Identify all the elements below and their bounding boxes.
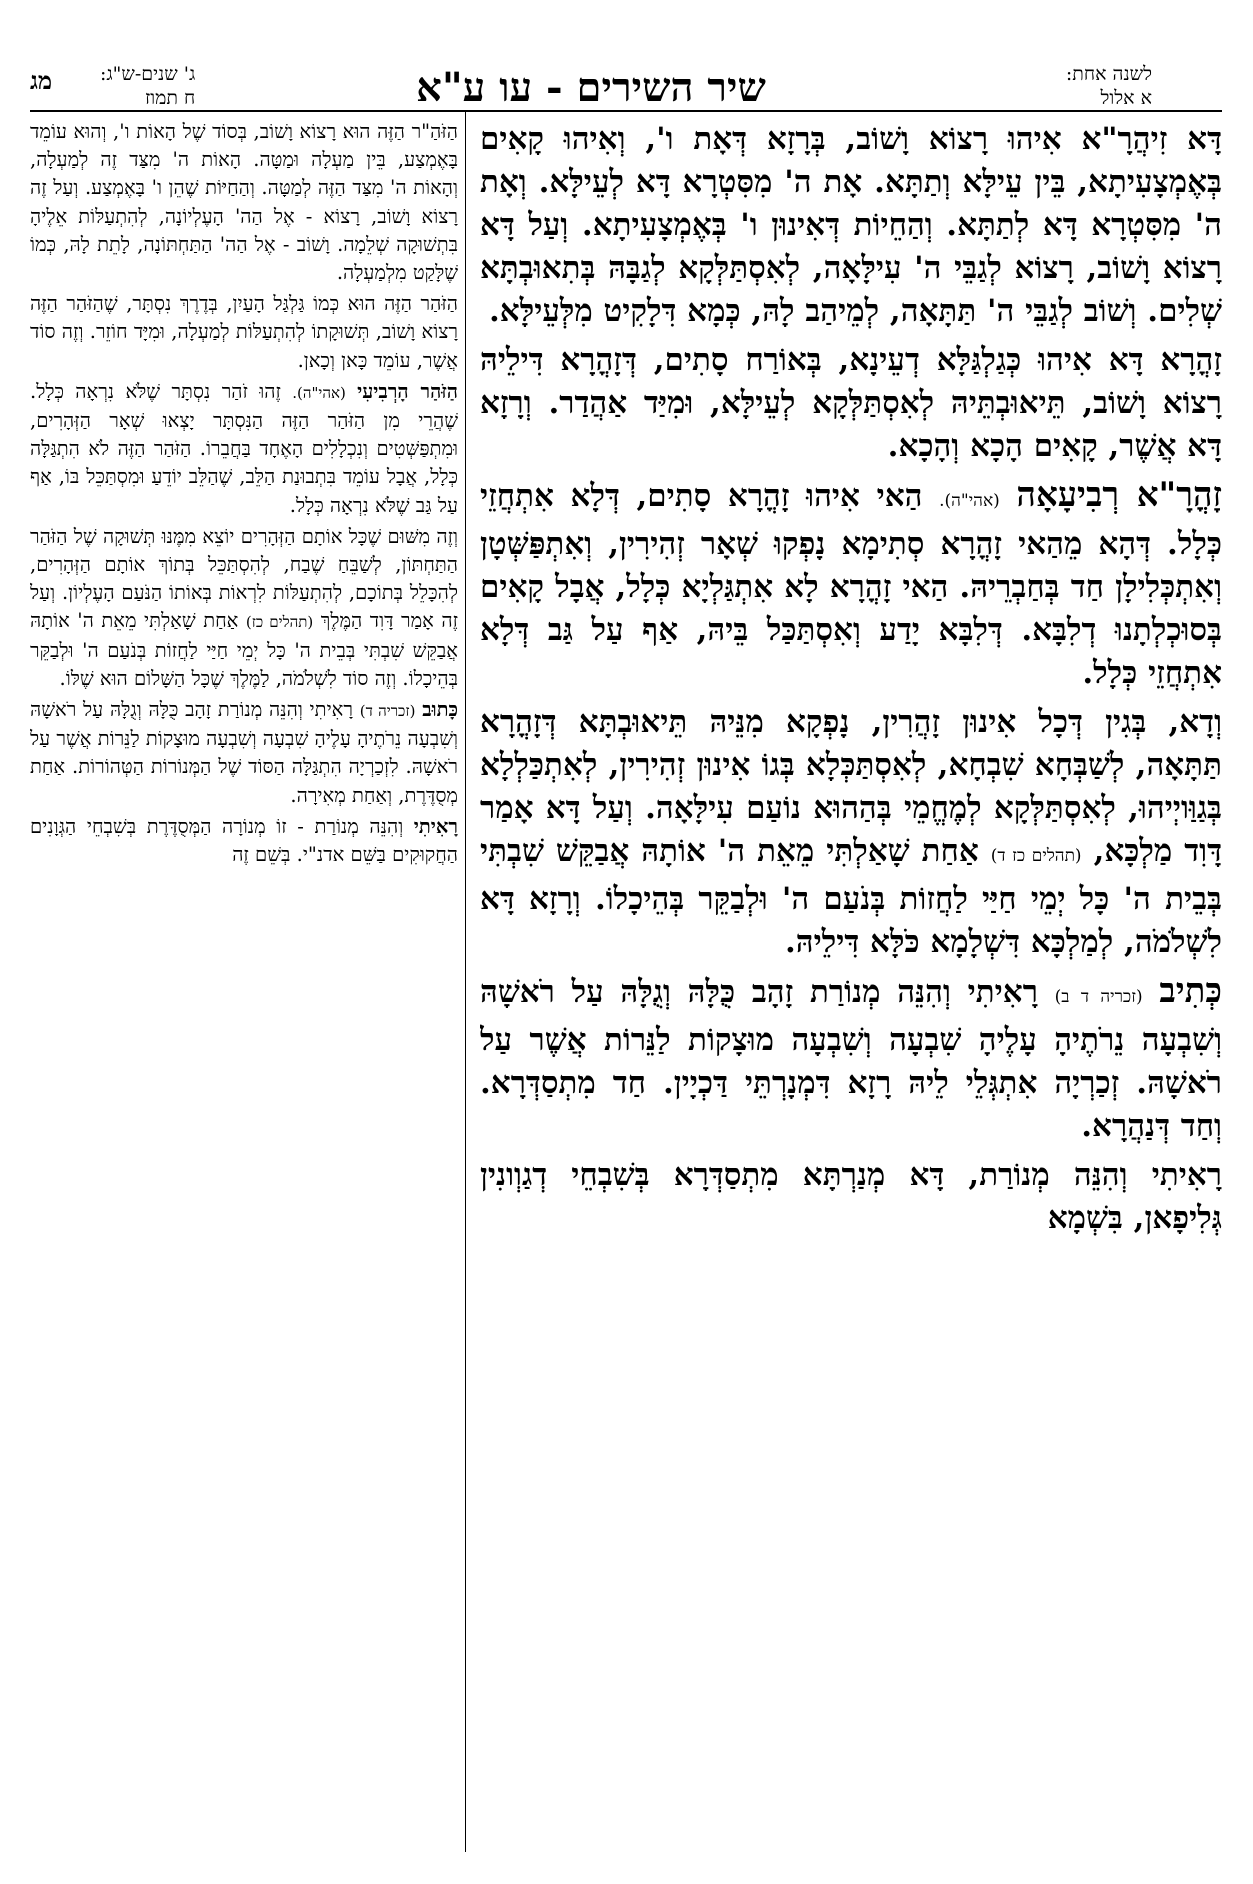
side-paragraph-6-lead: רָאִיתִי (413, 814, 458, 838)
column-separator (465, 112, 466, 1852)
main-paragraph-4-ref: (תהלים כז ד) (990, 846, 1082, 866)
side-paragraph-3-lead: הַזֹּהַר הָרְבִיעִי (357, 379, 458, 403)
main-paragraph-4-quote: אַחַת שָׁאַלְתִּי מֵאֵת ה' אוֹתָהּ אֲבַקֵּשׁ שִׁבְתִּי בְּבֵית ה' כָּל יְמֵי חַיַּי לַחֲזוֹת בְּנֹעַם ה' וּלְבַקֵּר בְּהֵיכָלוֹ. וְרָזָא דָּא לִשְׁלֹמֹה, לְמַלְכָּא דִּשְׁלָמָא כֹּלָּא דִּילֵיהּ. (480, 833, 1222, 960)
header-date-three-years: ח תמוז (145, 87, 196, 109)
main-paragraph-4-text: וְדָא, בְּגִין דְּכָל אִינוּן זָהֲרִין, נָפְקָא מִנֵּיהּ תֵּיאוּבְתָּא דְּזָהֳרָא תַּתָּאָה, לְשַׁבְּחָא שִׁבְחָא, לְאִסְתַּכְּלָא בְּגוֹ אִינוּן זְהִירִין, לְאִתְכַּלְלָא בְּגַוַּויְיהוּ, לְאִסְתַּלְּקָא לְמֶחֱמֵי בְּהַהוּא נוֹעַם עִילָּאָה. וְעַל דָּא אָמַר דָּוִד מַלְכָּא, (480, 704, 1222, 869)
main-paragraph-3 (480, 474, 1222, 695)
header-left-label (100, 62, 195, 110)
side-paragraph-4 (30, 523, 458, 693)
side-paragraph-5 (30, 696, 458, 810)
side-paragraph-4-quote: אַחַת שָׁאַלְתִּי מֵאֵת ה' אוֹתָהּ אֲבַקֵּשׁ שִׁבְתִּי בְּבֵית ה' כָּל יְמֵי חַיַּי לַחֲזוֹת בְּנֹעַם ה' וּלְבַקֵּר בְּהֵיכָלוֹ. וְזֶה סוֹד לִשְׁלֹמֹה, לַמֶּלֶךְ שֶׁכָּל הַשָּׁלוֹם הוּא שֶׁלּוֹ. (30, 609, 458, 690)
side-paragraph-4-text: וְזֶה מִשּׁוּם שֶׁכָּל אוֹתָם הַזְּהָרִים יוֹצֵא מִמֶּנּוּ תְּשׁוּקָה שֶׁל הַזֹּהַר הַתַּחְתּוֹן, לְשַׁבֵּחַ שֶׁבַח, לְהִסְתַּכֵּל בְּתוֹךְ אוֹתָם הַזְּהָרִים, לְהִכָּלֵל בְּתוֹכָם, לְהִתְעַלּוֹת לִרְאוֹת בְּאוֹתוֹ הַנֹּעַם הָעֶלְיוֹן. וְעַל זֶה אָמַר דָּוִד הַמֶּלֶךְ (30, 524, 458, 633)
side-paragraph-3-ref: (אהי"ה). (292, 383, 346, 402)
main-paragraph-5-text: רָאִיתִי וְהִנֵּה מְנוֹרַת זָהָב כֻּלָּהּ וְגֻלָּהּ עַל רֹאשָׁהּ וְשִׁבְעָה נֵרֹתֶיהָ עָלֶיהָ שִׁבְעָה וְשִׁבְעָה מוּצָקוֹת לַנֵּרוֹת אֲשֶׁר עַל רֹאשָׁהּ. זְכַרְיָה אִתְגְּלֵי לֵיהּ רָזָא דִּמְנָרְתֵּי דַּכְיָין. חַד מִתְסַדְּרָא. וְחַד דְּנַהֲרָא. (480, 974, 1222, 1144)
main-paragraph-3-text: הַאי אִיהוּ זָהֳרָא סָתִים, דְּלָא אִתְחֲזֵי כְּלָל. דְּהָא מֵהַאי זָהֳרָא סְתִימָא נָפְקוּ שְׁאָר זְהִירִין, וְאִתְפַּשְּׁטָן וְאִתְכְּלִילָן חַד בְּחַבְרֵיהּ. הַאי זָהֳרָא לָא אִתְגַּלְיָא כְּלָל, אֲבָל קָאִים בְּסוּכְלְתָנוּ דְלִבָּא. דְּלִבָּא יָדַע וְאִסְתַּכַּל בֵּיהּ, אַף עַל גַּב דְּלָא אִתְחֲזֵי כְּלָל. (480, 478, 1222, 691)
side-paragraph-5-lead: כָּתוּב (422, 698, 458, 722)
main-paragraph-3-ref: (אהי"ה). (939, 491, 1000, 511)
side-paragraph-6 (30, 813, 458, 869)
header-schedule-one-year: לשנה אחת: (1065, 63, 1152, 85)
side-paragraph-6-text: וְהִנֵּה מְנוֹרַת - זוֹ מְנוֹרָה הַמְּסֻדֶּרֶת בְּשִׁבְחֵי הַגְּוָנִים הַחֲקוּקִים בַּשֵּׁם אדנ"י. בְּשֵׁם זֶה (30, 814, 458, 867)
main-paragraph-1: דָּא זִיהֲרָ"א אִיהוּ רָצוֹא וָשׁוֹב, בְּרָזָא דְּאָת ו', וְאִיהוּ קָאִים בְּאֶמְצָעִיתָא, בֵּין עֵילָּא וְתַתָּא. אָת ה' מִסִּטְרָא דָּא לְעֵילָּא. וְאָת ה' מִסִּטְרָא דָּא לְתַתָּא. וְהַחֵיוֹת דְּאִינוּן ו' בְּאֶמְצָעִיתָא. וְעַל דָּא רָצוֹא וָשׁוֹב, רָצוֹא לְגַבֵּי ה' עִילָּאָה, לְאִסְתַּלְּקָא לְגַבָּהּ בְּתִאוּבְתָּא שְׁלִים. וְשׁוֹב לְגַבֵּי ה' תַּתָּאָה, לְמֵיהַב לָהּ, כְּמָא דִּלָקִיט מִלְּעֵילָּא. (480, 121, 1222, 329)
side-paragraph-5-text: רָאִיתִי וְהִנֵּה מְנוֹרַת זָהָב כֻּלָּהּ וְגֻלָּהּ עַל רֹאשָׁהּ וְשִׁבְעָה נֵרֹתֶיהָ עָלֶיהָ שִׁבְעָה וְשִׁבְעָה מוּצָקוֹת לַנֵּרוֹת אֲשֶׁר עַל רֹאשָׁהּ. לִזְכַרְיָה הִתְגַּלָּה הַסּוֹד שֶׁל הַמְּנוֹרוֹת הַטְּהוֹרוֹת. אַחַת מְסֻדֶּרֶת, וְאַחַת מְאִירָה. (30, 698, 458, 807)
page-title: שיר השירים - עו ע"א (416, 64, 766, 111)
header-schedule-three-years: ג' שנים-ש"ג: (100, 63, 196, 85)
header-date-one-year: א אלול (1100, 87, 1152, 109)
side-paragraph-2: הַזֹּהַר הַזֶּה הוּא כְּמוֹ גַּלְגַּל הָעַיִן, בְּדֶרֶךְ נִסְתָּר, שֶׁהַזֹּהַר הַזֶּה רָצוֹא וָשׁוֹב, תְּשׁוּקָתוֹ לְהִתְעַלּוֹת לְמַעְלָה, וּמִיָּד חוֹזֵר. וְזֶה סוֹד אֲשֶׁר, עוֹמֵד כָּאן וְכָאן. (30, 292, 458, 372)
side-paragraph-3 (30, 378, 458, 520)
side-column-hebrew (30, 118, 458, 1868)
side-paragraph-3-text: זֶהוּ זֹהַר נִסְתָּר שֶׁלֹּא נִרְאָה כְּלָל. שֶׁהֲרֵי מִן הַזֹּהַר הַזֶּה הַנִּסְתָּר יָצְאוּ שְׁאָר הַזְּהָרִים, וּמִתְפַּשְּׁטִים וְנִכְלָלִים הָאֶחָד בַּחֲבֵרוֹ. הַזֹּהַר הַזֶּה לֹא הִתְגַּלָּה כְּלָל, אֲבָל עוֹמֵד בִּתְבוּנַת הַלֵּב, שֶׁהַלֵּב יוֹדֵעַ וּמִסְתַּכֵּל בּוֹ, אַף עַל גַּב שֶׁלֹּא נִרְאָה כְּלָל. (30, 379, 458, 517)
main-paragraph-5-lead: כְּתִיב (1159, 971, 1222, 1011)
main-paragraph-4 (480, 701, 1222, 964)
main-paragraph-2: זָהֳרָא דָּא אִיהוּ כְּגַלְגַּלָּא דְעֵינָא, בְּאוֹרַח סָתִים, דְּזָהֳרָא דִּילֵיהּ רָצוֹא וָשׁוֹב, תֵּיאוּבְתֵּיהּ לְאִסְתַּלְּקָא לְעֵילָּא, וּמִיַּד אַהֲדַר. וְרָזָא דָּא אֲשֶׁר, קָאִים הָכָא וְהָכָא. (480, 342, 1222, 464)
main-column-aramaic (480, 118, 1222, 1868)
side-paragraph-5-ref: (זכריה ד) (359, 702, 416, 721)
main-paragraph-6: רָאִיתִי וְהִנֵּה מְנוֹרַת, דָּא מְנַרְתָּא מִתְסַדְּרָא בְּשִׁבְחֵי דְגַוְונִין גְּלִיפָאן, בִּשְׁמָא (480, 1157, 1222, 1236)
main-paragraph-3-lead: זָהֳרָ"א רְבִיעָאָה (1016, 475, 1222, 515)
main-paragraph-5-ref: (זכריה ד ב) (1054, 987, 1143, 1007)
page-number: מג (30, 66, 53, 95)
header-rule (30, 110, 1222, 112)
side-paragraph-4-ref: (תהלים כז) (245, 613, 314, 632)
main-paragraph-5 (480, 970, 1222, 1148)
side-paragraph-1: הַזֹּהַ"ר הַזֶּה הוּא רָצוֹא וָשׁוֹב, בְּסוֹד שֶׁל הָאוֹת ו', וְהוּא עוֹמֵד בָּאֶמְצַע, בֵּין מַעְלָה וּמַטָּה. הָאוֹת ה' מִצַּד זֶה לְמַעְלָה, וְהָאוֹת ה' מִצַּד הַזֶּה לְמַטָּה. וְהַחַיּוֹת שֶׁהֵן ו' בָּאֶמְצַע. וְעַל זֶה רָצוֹא וָשׁוֹב, רָצוֹא - אֶל הַה' הָעֶלְיוֹנָה, לְהִתְעַלּוֹת אֵלֶיהָ בִּתְשׁוּקָה שְׁלֵמָה. וָשׁוֹב - אֶל הַה' הַתַּחְתּוֹנָה, לָתֵת לָהּ, כְּמוֹ שֶׁלָּקַט מִלְמַעְלָה. (30, 120, 458, 285)
